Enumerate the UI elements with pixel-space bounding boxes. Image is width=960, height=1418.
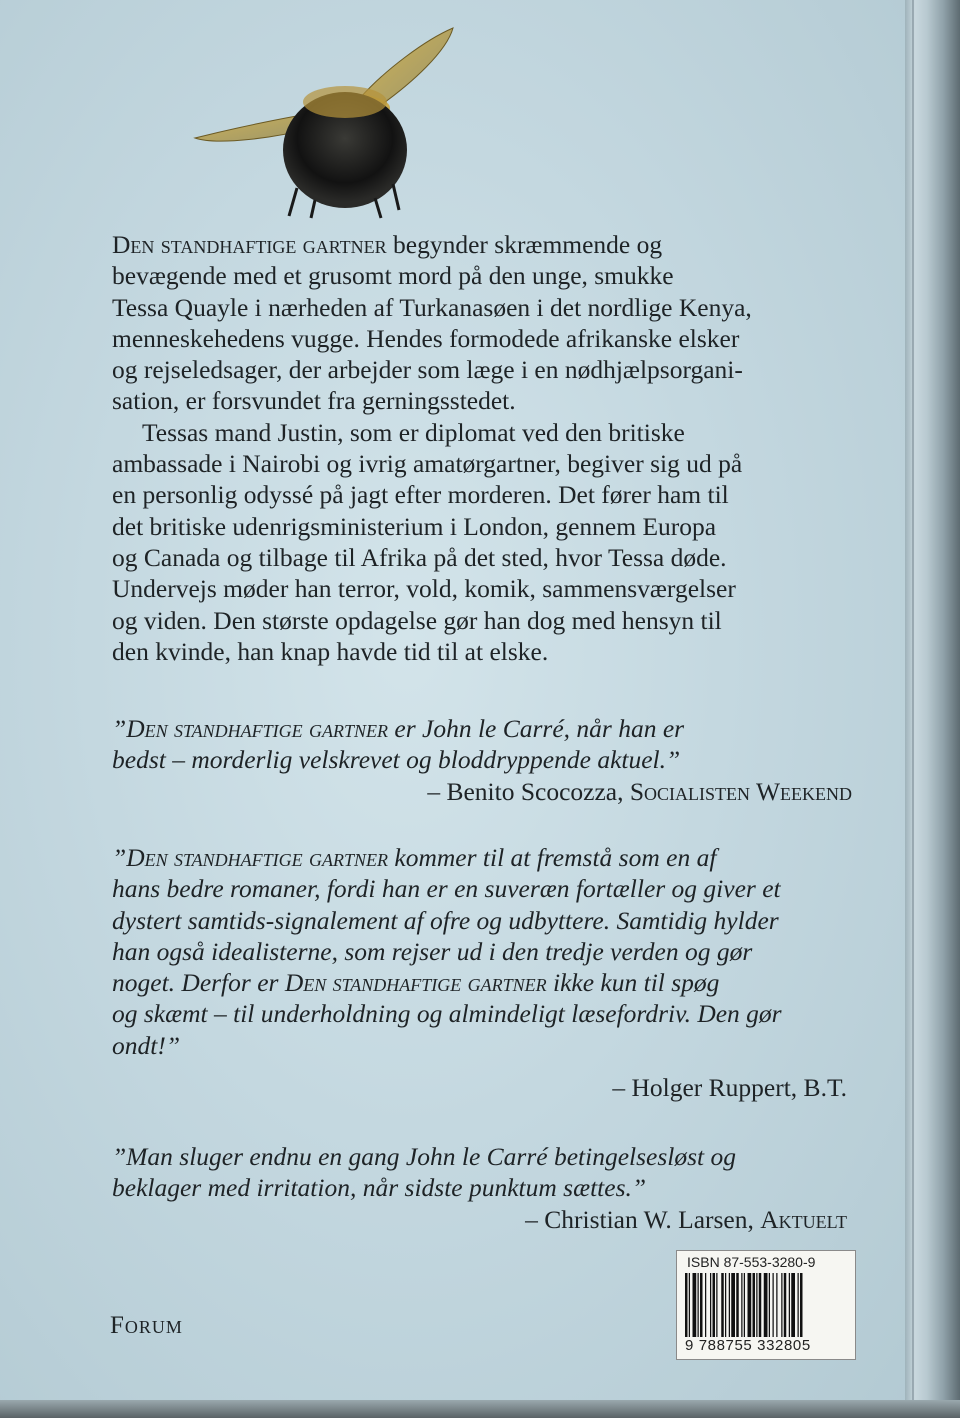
quote-line: kommer til at fremstå som en af — [388, 843, 717, 872]
attribution-source: Socialisten Weekend — [629, 776, 852, 806]
book-title: Den standhaftige gartner — [284, 968, 547, 998]
blurb-line: ambassade i Nairobi og ivrig amatørgartner, begiver sig ud på — [112, 449, 743, 479]
blurb-line: Tessas mand Justin, som er diplomat ved den britiske — [142, 417, 685, 447]
bumblebee-icon — [185, 20, 505, 220]
blurb-line: bevægende med et grusomt mord på den unge, smukke — [112, 261, 674, 291]
blurb-line: en personlig odyssé på jagt efter morderen. Det fører ham til — [112, 480, 729, 510]
blurb-line: Tessa Quayle i nærheden af Turkanasøen i det nordlige Kenya, — [112, 292, 752, 322]
blurb-line: Undervejs møder han terror, vold, komik, sammensværgelser — [112, 574, 736, 604]
quote-attribution — [112, 1204, 857, 1235]
quote-mark: ” — [112, 843, 127, 872]
ean-number: 9 788755 332805 — [685, 1337, 811, 1354]
quote-line: beklager med irritation, når sidste punktum sættes.” — [112, 1173, 647, 1203]
spine-edge — [912, 0, 914, 1418]
blurb-line: menneskehedens vugge. Hendes formodede afrikanske elsker — [112, 323, 740, 353]
isbn-barcode-box — [676, 1250, 856, 1360]
quote-line: ondt!” — [112, 1030, 181, 1060]
quote-line: dystert samtids-signalement af ofre og udbyttere. Samtidig hylder — [112, 905, 779, 935]
table-edge — [0, 1400, 960, 1418]
quote-attribution: – Holger Ruppert, B.T. — [612, 1073, 847, 1103]
quote-line: han også idealisterne, som rejser ud i den tredje verden og gør — [112, 936, 753, 966]
attribution-name: – Benito Scocozza, — [427, 776, 630, 806]
quote-line: ikke kun til spøg — [546, 968, 720, 998]
review-quote-1 — [112, 713, 857, 807]
quote-line: og skæmt – til underholdning og almindeligt læsefordriv. Den gør — [112, 999, 782, 1029]
review-quote-3 — [112, 1141, 857, 1235]
blurb-line: og rejseledsager, der arbejder som læge i en nødhjælpsorgani- — [112, 355, 743, 385]
publisher-logo: Forum — [110, 1312, 183, 1339]
blurb-line: begynder skræmmende og — [386, 230, 663, 259]
blurb-line: det britiske udenrigsministerium i London, gennem Europa — [112, 511, 717, 541]
blurb-line: sation, er forsvundet fra gerningsstedet. — [112, 386, 516, 416]
blurb-line: og viden. Den største opdagelse gør han dog med hensyn til — [112, 605, 722, 635]
review-quote-2 — [112, 842, 857, 1103]
quote-line: er John le Carré, når han er — [388, 714, 685, 743]
book-title: Den standhaftige gartner — [112, 230, 387, 259]
quote-attribution — [112, 776, 857, 807]
quote-line: ”Man sluger endnu en gang John le Carré betingelsesløst og — [112, 1142, 736, 1171]
attribution-source: Aktuelt — [760, 1204, 847, 1234]
quote-line: noget. Derfor er — [112, 968, 285, 998]
blurb-line: og Canada og tilbage til Afrika på det sted, hvor Tessa døde. — [112, 542, 727, 572]
quote-line: hans bedre romaner, fordi han er en suveræn fortæller og giver et — [112, 874, 781, 904]
quote-mark: ” — [112, 714, 127, 743]
quote-line: bedst – morderlig velskrevet og bloddryppende aktuel.” — [112, 745, 681, 775]
attribution-name: – Christian W. Larsen, — [525, 1204, 761, 1234]
blurb — [112, 229, 852, 667]
book-title: Den standhaftige gartner — [126, 714, 389, 743]
blurb-line: den kvinde, han knap havde tid til at elske. — [112, 636, 549, 666]
book-title: Den standhaftige gartner — [126, 843, 389, 872]
isbn-label: ISBN 87-553-3280-9 — [687, 1254, 816, 1270]
barcode-icon — [685, 1273, 845, 1337]
